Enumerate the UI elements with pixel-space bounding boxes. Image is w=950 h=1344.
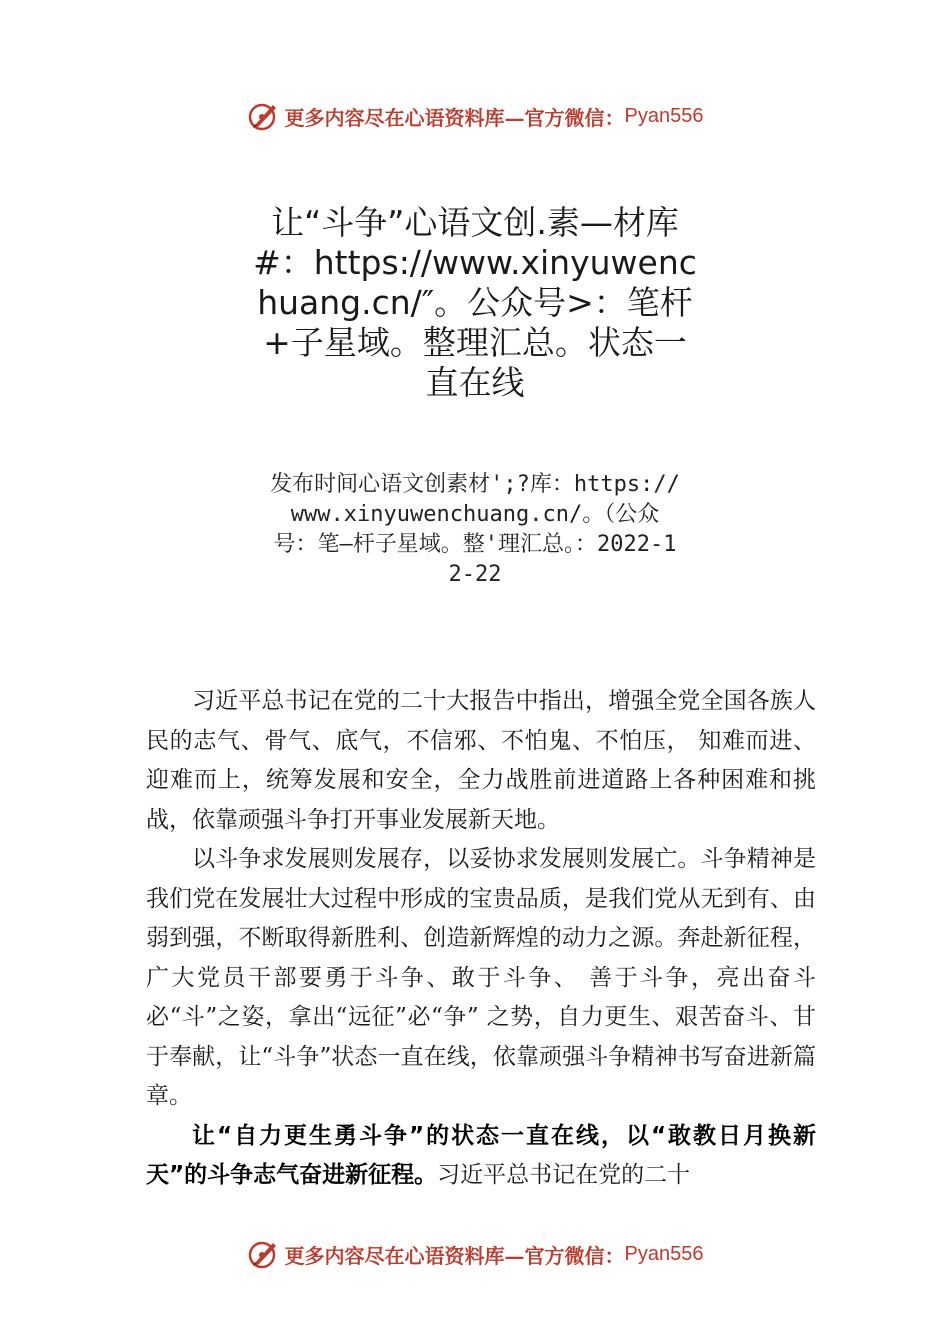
wechat-id: Pyan556 xyxy=(624,1242,704,1265)
quill-seal-icon xyxy=(247,99,281,133)
banner-text: 更多内容尽在心语资料库—官方微信： xyxy=(284,1243,625,1268)
paragraph: 习近平总书记在党的二十大报告中指出，增强全党全国各族人民的志气、骨气、底气，不信邪、不怕鬼、不怕压， 知难而进、迎难而上，统筹发展和安全，全力战胜前进道路上各种困难和挑战，依靠顽强斗争打开事业发展新天地。 xyxy=(146,688,816,833)
publish-info: 发布时间心语文创素材';?库：https://www.xinyuwenchuang.cn/。（公众号：笔—杆子星域。整'理汇总。：2022-12-22 xyxy=(270,472,680,587)
quill-seal-icon xyxy=(247,1237,281,1271)
paragraph xyxy=(146,1117,816,1196)
footer-banner xyxy=(0,1234,950,1274)
wechat-id: Pyan556 xyxy=(624,104,704,127)
paragraph-text: 习近平总书记在党的二十 xyxy=(437,1162,691,1188)
paragraph: 以斗争求发展则发展存，以妥协求发展则发展亡。斗争精神是我们党在发展壮大过程中形成的宝贵品质，是我们党从无到有、由弱到强，不断取得新胜利、创造新辉煌的动力之源。奔赴新征程，广大党员干部要勇于斗争、敢于斗争、 善于斗争，亮出奋斗必“斗”之姿，拿出“远征”必“争” 之势，自力更生、艰苦奋斗、甘于奉献，让“斗争”状态一直在线，依靠顽强斗争精神书写奋进新篇章。 xyxy=(146,846,816,1109)
header-banner xyxy=(0,96,950,136)
article-body xyxy=(146,682,816,1196)
document-title: 让“斗争”心语文创.素—材库#：https://www.xinyuwenchuang.cn/″。公众号>：笔杆+子星域。整理汇总。状态一直在线 xyxy=(253,203,697,402)
banner-text: 更多内容尽在心语资料库—官方微信： xyxy=(284,105,625,130)
paragraph-lead: 让“自力更生勇斗争”的状态一直在线，以“敢教日月换新天”的斗争志气奋进新征程。 xyxy=(146,1122,816,1188)
